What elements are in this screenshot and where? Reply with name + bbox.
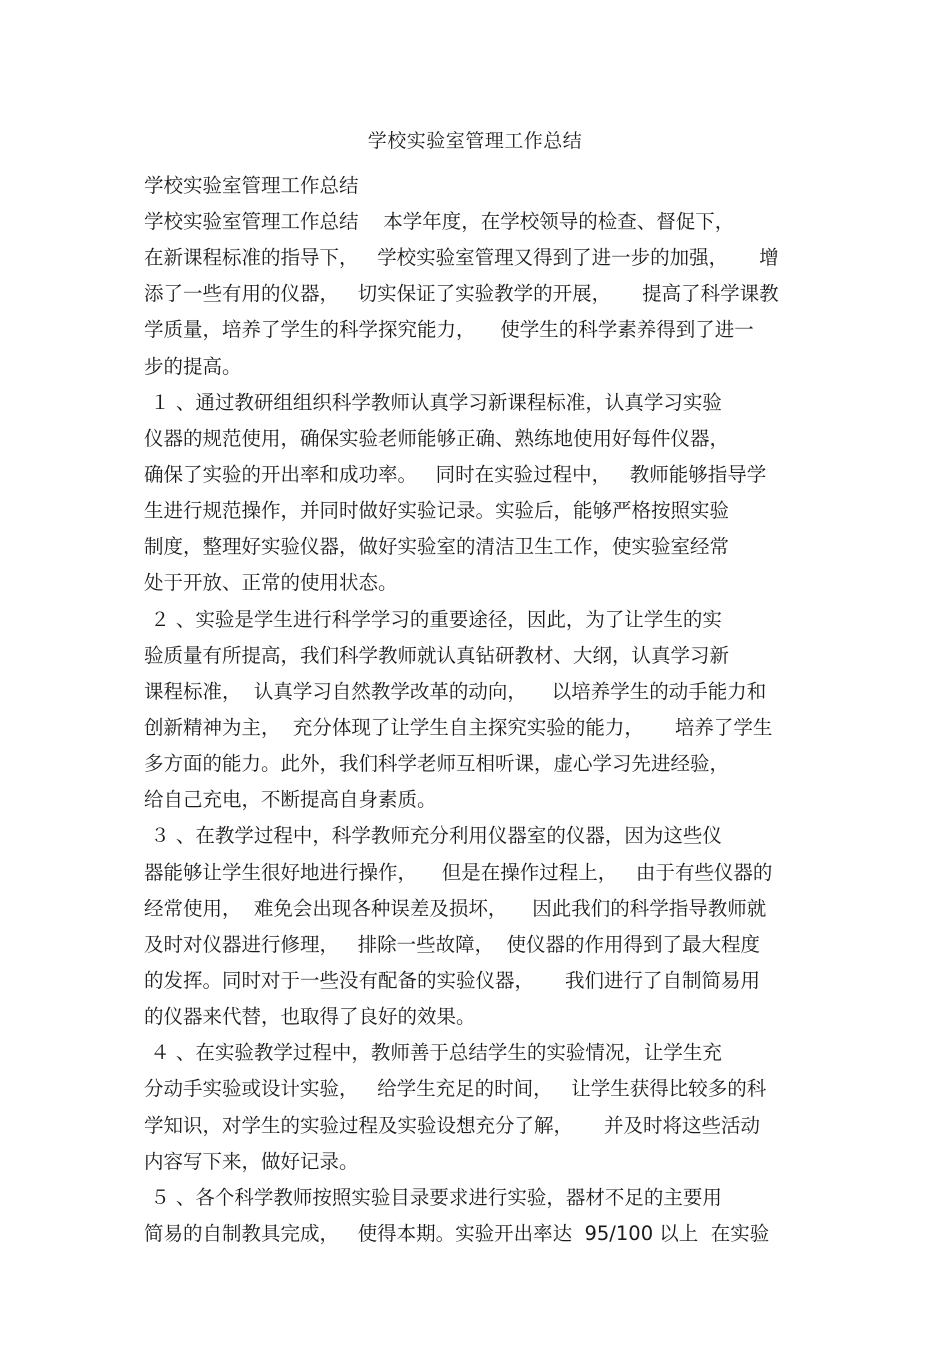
text-line: 课程标准， 认真学习自然教学改革的动向， 以培养学生的动手能力和 (144, 679, 767, 703)
text-line: ５ 、各个科学教师按照实验目录要求进行实验，器材不足的主要用 (144, 1185, 722, 1209)
text-line: 给自己充电，不断提高自身素质。 (144, 788, 437, 812)
text-line: 简易的自制教具完成， 使得本期。实验开出率达 95/100 以上 在实验 (144, 1221, 770, 1245)
text-line: ４ 、在实验教学过程中，教师善于总结学生的实验情况，让学生充 (144, 1041, 722, 1065)
text-line: 及时对仪器进行修理， 排除一些故障， 使仪器的作用得到了最大程度 (144, 932, 760, 956)
document-subtitle: 学校实验室管理工作总结 (144, 174, 359, 197)
text-line: ２ 、实验是学生进行科学学习的重要途径，因此，为了让学生的实 (144, 607, 722, 631)
document-body (144, 168, 824, 1252)
text-line: 生进行规范操作，并同时做好实验记录。实验后，能够严格按照实验 (144, 499, 730, 523)
text-line: 步的提高。 (144, 354, 242, 378)
text-line: ３ 、在教学过程中，科学教师充分利用仪器室的仪器，因为这些仪 (144, 824, 722, 848)
text-line: 的仪器来代替，也取得了良好的效果。 (144, 1005, 476, 1029)
text-line: 的发挥。同时对于一些没有配备的实验仪器， 我们进行了自制简易用 (144, 968, 760, 992)
text-line: 处于开放、正常的使用状态。 (144, 571, 398, 595)
text-line: 分动手实验或设计实验， 给学生充足的时间， 让学生获得比较多的科 (144, 1077, 767, 1101)
text-line: 器能够让学生很好地进行操作， 但是在操作过程上， 由于有些仪器的 (144, 860, 773, 884)
text-line: 经常使用， 难免会出现各种误差及损坏， 因此我们的科学指导教师就 (144, 896, 767, 920)
text-line: 多方面的能力。此外，我们科学老师互相听课，虚心学习先进经验， (144, 752, 730, 776)
text-line: 学校实验室管理工作总结 本学年度，在学校领导的检查、督促下， (144, 210, 735, 233)
text-line: 学知识，对学生的实验过程及实验设想充分了解， 并及时将这些活动 (144, 1113, 760, 1137)
text-line: 学质量，培养了学生的科学探究能力， 使学生的科学素养得到了进一 (144, 318, 754, 342)
text-line: 仪器的规范使用，确保实验老师能够正确、熟练地使用好每件仪器， (144, 426, 730, 450)
text-line: 制度，整理好实验仪器，做好实验室的清洁卫生工作，使实验室经常 (144, 535, 730, 559)
text-line: １ 、通过教研组组织科学教师认真学习新课程标准，认真学习实验 (144, 390, 722, 414)
document-title: 学校实验室管理工作总结 (367, 130, 583, 152)
text-line: 确保了实验的开出率和成功率。 同时在实验过程中， 教师能够指导学 (144, 462, 767, 486)
text-line: 内容写下来，做好记录。 (144, 1149, 359, 1173)
text-line: 添了一些有用的仪器， 切实保证了实验教学的开展， 提高了科学课教 (144, 282, 779, 306)
text-line: 验质量有所提高，我们科学教师就认真钻研教材、大纲，认真学习新 (144, 643, 730, 667)
text-line: 在新课程标准的指导下， 学校实验室管理又得到了进一步的加强， 增 (144, 246, 779, 270)
text-line: 创新精神为主， 充分体现了让学生自主探究实验的能力， 培养了学生 (144, 715, 773, 739)
